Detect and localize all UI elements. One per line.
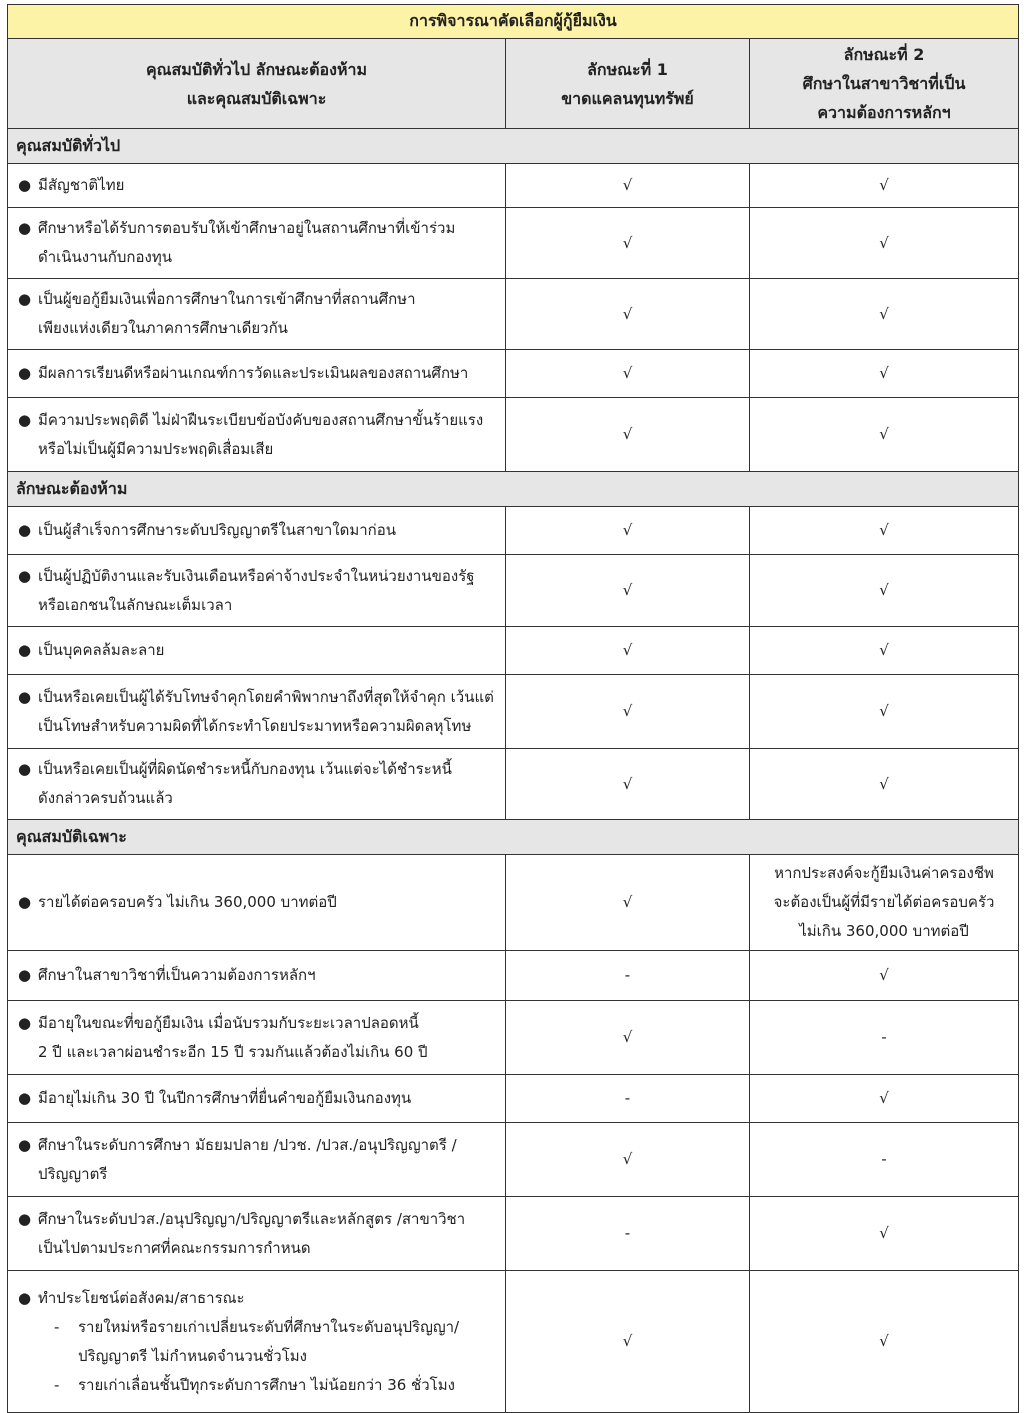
table-row	[8, 164, 1019, 208]
criterion-text	[38, 1131, 457, 1189]
table-row	[8, 627, 1019, 675]
bullet-icon: ●	[18, 521, 32, 539]
table-row	[8, 1123, 1019, 1197]
criterion	[18, 1284, 499, 1400]
loan-selection-table	[7, 4, 1019, 1413]
type2-mark: √	[750, 1271, 1019, 1413]
table-row	[8, 507, 1019, 555]
bullet-icon: ●	[18, 1209, 32, 1228]
criterion-text	[38, 562, 475, 620]
type2-mark: √	[750, 164, 1019, 208]
sub-criterion-text	[78, 1313, 459, 1371]
criterion	[18, 285, 499, 343]
criterion-line: ศึกษาในสาขาวิชาที่เป็นความต้องการหลักฯ	[38, 966, 316, 984]
type2-mark: √	[750, 951, 1019, 1001]
type2-mark: √	[750, 675, 1019, 749]
bullet-icon: ●	[18, 687, 32, 706]
table-row	[8, 279, 1019, 350]
criterion-text	[38, 636, 164, 665]
criterion-line: มีสัญชาติไทย	[38, 176, 125, 194]
criterion	[18, 171, 499, 200]
criterion-line: เป็นผู้สำเร็จการศึกษาระดับปริญญาตรีในสาขาใดมาก่อน	[38, 521, 397, 539]
type2-mark: √	[750, 507, 1019, 555]
criterion-text	[38, 1009, 428, 1067]
bullet-icon: ●	[18, 219, 32, 237]
criterion-line: เป็นไปตามประกาศที่คณะกรรมการกำหนด	[38, 1238, 311, 1257]
section-heading: คุณสมบัติเฉพาะ	[8, 820, 1019, 855]
sub-criterion-line: ปริญญาตรี ไม่กำหนดจำนวนชั่วโมง	[78, 1346, 307, 1365]
criterion-text	[38, 171, 124, 200]
criterion	[18, 214, 499, 272]
note-line: หากประสงค์จะกู้ยืมเงินค่าครองชีพ	[774, 864, 994, 882]
header-type1-line2: ขาดแคลนทุนทรัพย์	[561, 88, 694, 108]
table-title: การพิจารณาคัดเลือกผู้กู้ยืมเงิน	[8, 5, 1019, 39]
criterion-line: ศึกษาหรือได้รับการตอบรับให้เข้าศึกษาอยู่ในสถานศึกษาที่เข้าร่วม	[38, 219, 456, 237]
criterion-text	[38, 1284, 459, 1400]
criterion-cell	[8, 1123, 506, 1197]
type1-mark: √	[506, 1123, 750, 1197]
criterion-line: มีความประพฤติดี ไม่ฝ่าฝืนระเบียบข้อบังคับของสถานศึกษาขั้นร้ายแรง	[38, 410, 484, 429]
criterion-cell	[8, 555, 506, 627]
criterion-cell	[8, 627, 506, 675]
type2-mark: -	[750, 1001, 1019, 1075]
criterion	[18, 1131, 499, 1189]
sub-criterion	[54, 1371, 459, 1400]
criterion-cell	[8, 951, 506, 1001]
criterion-line: รายได้ต่อครอบครัว ไม่เกิน 360,000 บาทต่อปี	[38, 893, 337, 911]
type1-mark: √	[506, 208, 750, 279]
header-type1	[506, 39, 750, 129]
criterion-line: มีอายุในขณะที่ขอกู้ยืมเงิน เมื่อนับรวมกับระยะเวลาปลอดหนี้	[38, 1013, 419, 1032]
criterion-text	[38, 214, 455, 272]
criterion-cell	[8, 1271, 506, 1413]
table-row	[8, 1001, 1019, 1075]
header-criteria-line2: และคุณสมบัติเฉพาะ	[186, 88, 327, 108]
bullet-icon: ●	[18, 966, 32, 984]
table-row	[8, 1197, 1019, 1271]
criterion-cell	[8, 279, 506, 350]
type1-mark: √	[506, 627, 750, 675]
criterion	[18, 683, 499, 741]
header-criteria-line1: คุณสมบัติทั่วไป ลักษณะต้องห้าม	[145, 59, 368, 79]
table-row	[8, 208, 1019, 279]
table-title-row	[8, 5, 1019, 39]
criterion-text	[38, 406, 483, 464]
criterion-cell	[8, 855, 506, 951]
type2-mark: √	[750, 208, 1019, 279]
section-heading: คุณสมบัติทั่วไป	[8, 129, 1019, 164]
bullet-icon: ●	[18, 176, 32, 194]
criterion	[18, 562, 499, 620]
type1-mark: √	[506, 855, 750, 951]
criterion-text	[38, 516, 396, 545]
criterion-cell	[8, 1197, 506, 1271]
type1-mark: -	[506, 951, 750, 1001]
criterion	[18, 1084, 499, 1113]
section-row	[8, 472, 1019, 507]
type2-mark: √	[750, 749, 1019, 820]
criterion	[18, 755, 499, 813]
criterion-line: ดังกล่าวครบถ้วนแล้ว	[38, 789, 173, 807]
sub-criterion	[54, 1313, 459, 1371]
bullet-icon: ●	[18, 1089, 32, 1107]
criterion-cell	[8, 350, 506, 398]
type1-mark: √	[506, 675, 750, 749]
criterion-line: หรือไม่เป็นผู้มีความประพฤติเสื่อมเสีย	[38, 439, 274, 458]
sub-criterion-line: รายเก่าเลื่อนชั้นปีทุกระดับการศึกษา ไม่น้อยกว่า 36 ชั่วโมง	[78, 1375, 455, 1394]
bullet-icon: ●	[18, 641, 32, 659]
header-type2-line1: ลักษณะที่ 2	[843, 45, 925, 64]
criterion-cell	[8, 1001, 506, 1075]
section-row	[8, 820, 1019, 855]
criterion-line: เป็นหรือเคยเป็นผู้ได้รับโทษจำคุกโดยคำพิพากษาถึงที่สุดให้จำคุก เว้นแต่	[38, 687, 494, 706]
type1-mark: √	[506, 1001, 750, 1075]
note-line: จะต้องเป็นผู้ที่มีรายได้ต่อครอบครัว	[773, 893, 995, 911]
type2-mark: √	[750, 1075, 1019, 1123]
type2-mark: √	[750, 279, 1019, 350]
criterion-line: ศึกษาในระดับการศึกษา มัธยมปลาย /ปวช. /ปวส./อนุปริญญาตรี /	[38, 1135, 457, 1154]
type1-mark: √	[506, 350, 750, 398]
type1-mark: √	[506, 555, 750, 627]
criterion-cell	[8, 675, 506, 749]
table-row	[8, 1271, 1019, 1413]
criterion-cell	[8, 749, 506, 820]
criterion-line: หรือเอกชนในลักษณะเต็มเวลา	[38, 595, 233, 614]
type2-mark: √	[750, 627, 1019, 675]
header-type2-line3: ความต้องการหลักฯ	[817, 103, 951, 122]
sub-criterion-text	[78, 1371, 455, 1400]
type1-mark: -	[506, 1197, 750, 1271]
table-row	[8, 951, 1019, 1001]
type1-mark: √	[506, 279, 750, 350]
criterion-text	[38, 961, 316, 990]
table-row	[8, 398, 1019, 472]
table-row	[8, 555, 1019, 627]
criterion	[18, 636, 499, 665]
criterion-cell	[8, 208, 506, 279]
type1-mark: √	[506, 398, 750, 472]
type2-note	[750, 855, 1019, 951]
criterion	[18, 1205, 499, 1263]
header-criteria	[8, 39, 506, 129]
note-line: ไม่เกิน 360,000 บาทต่อปี	[799, 922, 969, 940]
criterion-cell	[8, 164, 506, 208]
criterion-line: ศึกษาในระดับปวส./อนุปริญญา/ปริญญาตรีและหลักสูตร /สาขาวิชา	[38, 1209, 466, 1228]
sub-criterion-line: รายใหม่หรือรายเก่าเปลี่ยนระดับที่ศึกษาในระดับอนุปริญญา/	[78, 1317, 460, 1336]
criterion-line: ทำประโยชน์ต่อสังคม/สาธารณะ	[38, 1288, 245, 1307]
criterion	[18, 1009, 499, 1067]
type2-mark: √	[750, 555, 1019, 627]
bullet-icon: ●	[18, 290, 32, 308]
criterion-cell	[8, 1075, 506, 1123]
criterion-text	[38, 755, 452, 813]
type2-mark: √	[750, 398, 1019, 472]
dash-icon: -	[54, 1375, 60, 1394]
criterion-line: เป็นผู้ขอกู้ยืมเงินเพื่อการศึกษาในการเข้าศึกษาที่สถานศึกษา	[38, 290, 416, 308]
criterion-line: ดำเนินงานกับกองทุน	[38, 248, 172, 266]
type1-mark: √	[506, 749, 750, 820]
criterion-line: 2 ปี และเวลาผ่อนชำระอีก 15 ปี รวมกันแล้วต้องไม่เกิน 60 ปี	[38, 1042, 428, 1061]
criterion-text	[38, 285, 416, 343]
criterion-text	[38, 683, 494, 741]
bullet-icon: ●	[18, 566, 32, 585]
criterion-line: เป็นโทษสำหรับความผิดที่ได้กระทำโดยประมาทหรือความผิดลหุโทษ	[38, 716, 472, 735]
criterion	[18, 961, 499, 990]
criterion-text	[38, 359, 468, 388]
type2-mark: √	[750, 1197, 1019, 1271]
bullet-icon: ●	[18, 364, 32, 382]
table-row	[8, 749, 1019, 820]
criterion-text	[38, 888, 337, 917]
criterion	[18, 406, 499, 464]
criterion	[18, 888, 499, 917]
section-row	[8, 129, 1019, 164]
criterion	[18, 516, 499, 545]
header-row	[8, 39, 1019, 129]
criterion-cell	[8, 507, 506, 555]
header-type1-line1: ลักษณะที่ 1	[587, 59, 668, 79]
bullet-icon: ●	[18, 760, 32, 778]
bullet-icon: ●	[18, 1135, 32, 1154]
criterion-text	[38, 1205, 465, 1263]
type2-mark: √	[750, 350, 1019, 398]
section-heading: ลักษณะต้องห้าม	[8, 472, 1019, 507]
dash-icon: -	[54, 1317, 60, 1336]
type2-mark: -	[750, 1123, 1019, 1197]
criterion-line: ปริญญาตรี	[38, 1164, 108, 1183]
criterion-line: เพียงแห่งเดียวในภาคการศึกษาเดียวกัน	[38, 319, 288, 337]
type1-mark: √	[506, 1271, 750, 1413]
header-type2-line2: ศึกษาในสาขาวิชาที่เป็น	[802, 74, 966, 93]
bullet-icon: ●	[18, 1013, 32, 1032]
criterion-line: เป็นผู้ปฏิบัติงานและรับเงินเดือนหรือค่าจ้างประจำในหน่วยงานของรัฐ	[38, 566, 475, 585]
table-row	[8, 1075, 1019, 1123]
type1-mark: √	[506, 164, 750, 208]
criterion-line: มีผลการเรียนดีหรือผ่านเกณฑ์การวัดและประเมินผลของสถานศึกษา	[38, 364, 469, 382]
header-type2	[750, 39, 1019, 129]
criterion-line: เป็นหรือเคยเป็นผู้ที่ผิดนัดชำระหนี้กับกองทุน เว้นแต่จะได้ชำระหนี้	[38, 760, 452, 778]
criterion-cell	[8, 398, 506, 472]
bullet-icon: ●	[18, 410, 32, 429]
criterion-text	[38, 1084, 411, 1113]
criterion-line: มีอายุไม่เกิน 30 ปี ในปีการศึกษาที่ยื่นคำขอกู้ยืมเงินกองทุน	[38, 1089, 412, 1107]
table-row	[8, 350, 1019, 398]
bullet-icon: ●	[18, 893, 32, 911]
bullet-icon: ●	[18, 1288, 32, 1307]
type1-mark: -	[506, 1075, 750, 1123]
type1-mark: √	[506, 507, 750, 555]
table-row	[8, 855, 1019, 951]
criterion-line: เป็นบุคคลล้มละลาย	[38, 641, 165, 659]
criterion	[18, 359, 499, 388]
table-row	[8, 675, 1019, 749]
